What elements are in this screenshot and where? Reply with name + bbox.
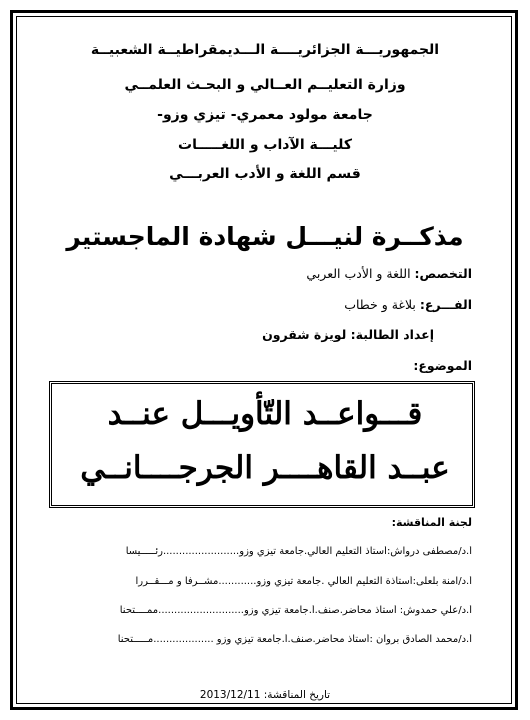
- specialty-line: [306, 266, 472, 281]
- header-ministry: وزارة التعليــم العــالي و البحـث العلمــي: [124, 77, 406, 93]
- committee-label: لجنة المناقشة:: [391, 516, 472, 529]
- date-label: تاريخ المناقشة:: [263, 689, 331, 701]
- student-label: إعداد الطالبة:: [350, 327, 434, 342]
- branch-value: بلاغة و خطاب: [344, 297, 420, 312]
- subject-label: الموضوع:: [413, 358, 472, 373]
- branch-label: الفـــرع:: [419, 297, 472, 312]
- subject-line-2: عبــد القاهــــر الجرجــــانــي: [80, 450, 450, 486]
- specialty-label: التخصص:: [414, 266, 472, 281]
- subject-box: [49, 381, 475, 508]
- student-name: لويزة شقرون: [262, 327, 351, 342]
- student-line: [262, 327, 434, 342]
- thesis-title: مذكــرة لنيـــل شهادة الماجستير: [66, 222, 464, 251]
- defense-date: [0, 689, 530, 701]
- specialty-value: اللغة و الأدب العربي: [306, 266, 415, 281]
- committee-member: أ.د/مصطفى درواش:أستاذ التعليم العالي.جامعة تيزي وزو........................رئـــــيسا: [125, 546, 472, 557]
- committee-member: أ.د/محمد الصادق بروان :أستاذ محاضر.صنف.أ.جامعة تيزي وزو ...................مـــــتحنا: [117, 634, 472, 645]
- header-faculty: كليـــة الآداب و اللغـــــات: [178, 137, 352, 153]
- committee-member: أ.د/آمنة بلعلى:أستاذة التعليم العالي .جامعة تيزي وزو............مشــرفا و مـــقــررا: [135, 576, 472, 587]
- branch-line: [344, 297, 472, 312]
- header-university: جامعة مولود معمري- تيزي وزو-: [157, 107, 373, 123]
- header-republic: الجمهوريـــة الجزائريــــة الـــديمقراطيــة الشعبيــة: [90, 42, 440, 58]
- subject-line-1: قـــواعــد التّأويـــل عنــد: [107, 396, 423, 432]
- committee-member: أ.د/علي حمدوش: أستاذ محاضر.صنف.أ.جامعة تيزي وزو...........................ممــــتحنا: [119, 605, 472, 616]
- date-value: 2013/12/11: [199, 689, 261, 701]
- header-department: قسم اللغة و الأدب العربـــي: [169, 166, 361, 182]
